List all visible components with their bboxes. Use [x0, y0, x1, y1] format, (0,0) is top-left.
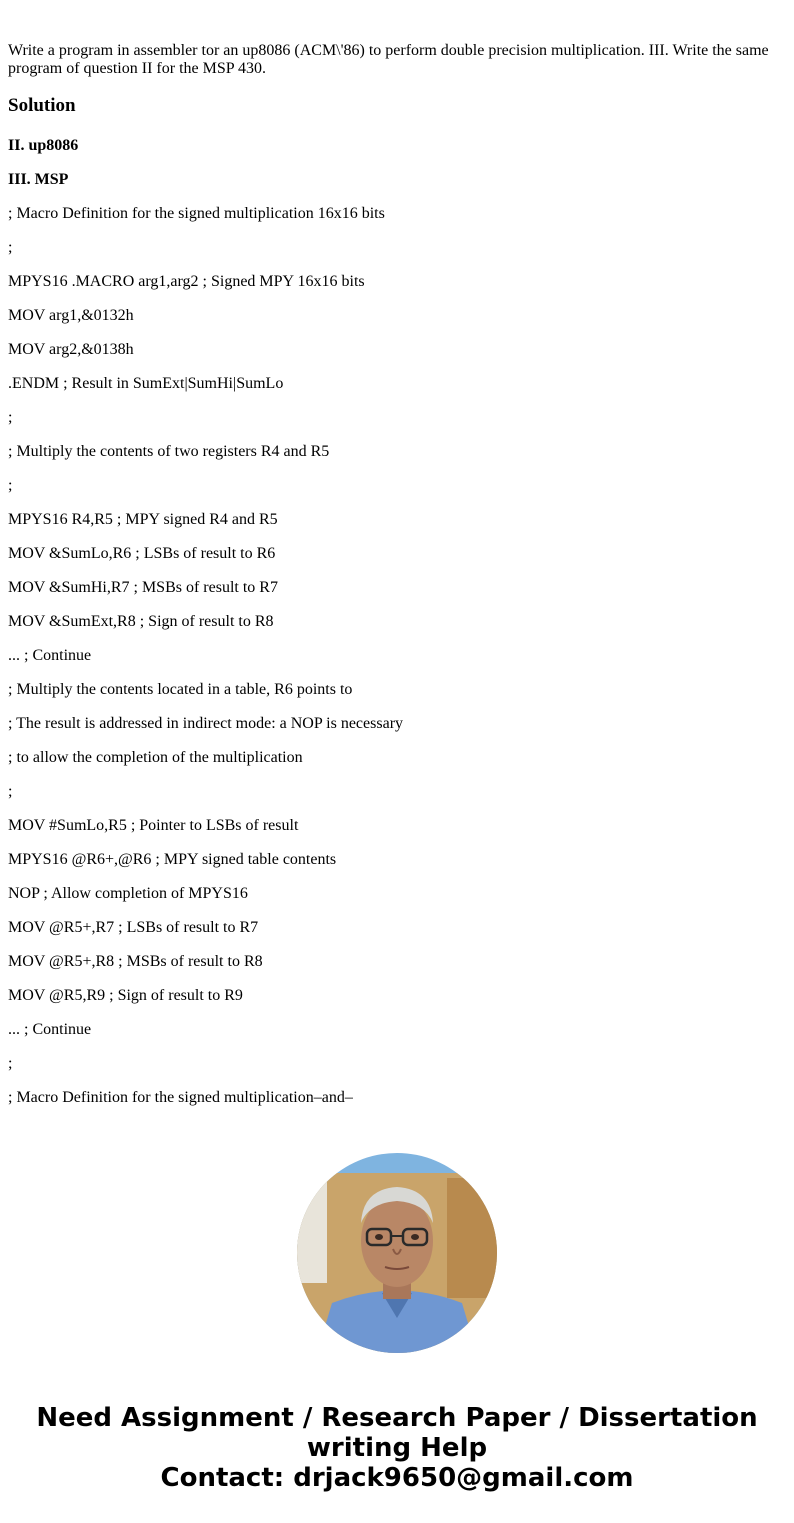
code-line: MOV &SumExt,R8 ; Sign of result to R8	[8, 613, 274, 630]
author-photo	[297, 1153, 497, 1353]
code-line: MOV #SumLo,R5 ; Pointer to LSBs of result	[8, 817, 299, 834]
code-line: MOV &SumHi,R7 ; MSBs of result to R7	[8, 579, 278, 596]
code-line: ;	[8, 239, 13, 256]
code-line: ; Macro Definition for the signed multiplication 16x16 bits	[8, 205, 385, 222]
code-line: MPYS16 @R6+,@R6 ; MPY signed table contents	[8, 851, 337, 868]
question-text: Write a program in assembler tor an up8086 (ACM\'86) to perform double precision multiplication. III. Write the same program of question II for the MSP 430.	[8, 42, 769, 77]
code-line: MOV &SumLo,R6 ; LSBs of result to R6	[8, 545, 276, 562]
code-line: ... ; Continue	[8, 1021, 92, 1038]
code-line: NOP ; Allow completion of MPYS16	[8, 885, 248, 902]
section-heading-up8086: II. up8086	[8, 137, 79, 154]
code-line: ; Macro Definition for the signed multiplication–and–	[8, 1089, 353, 1106]
code-line: ; Multiply the contents of two registers R4 and R5	[8, 443, 330, 460]
code-line: MOV @R5+,R7 ; LSBs of result to R7	[8, 919, 259, 936]
code-line: MOV arg1,&0132h	[8, 307, 134, 324]
code-line: ;	[8, 409, 13, 426]
code-line: ;	[8, 783, 13, 800]
code-line: MOV @R5+,R8 ; MSBs of result to R8	[8, 953, 263, 970]
code-line: MOV arg2,&0138h	[8, 341, 134, 358]
code-line: MPYS16 R4,R5 ; MPY signed R4 and R5	[8, 511, 278, 528]
code-line: ; to allow the completion of the multiplication	[8, 749, 303, 766]
footer-line-1: Need Assignment / Research Paper / Dissertation	[36, 1403, 758, 1433]
code-line: MOV @R5,R9 ; Sign of result to R9	[8, 987, 243, 1004]
author-portrait	[297, 1153, 497, 1353]
footer-contact: Contact: drjack9650@gmail.com	[160, 1463, 634, 1493]
code-line: MPYS16 .MACRO arg1,arg2 ; Signed MPY 16x16 bits	[8, 273, 365, 290]
code-line: ;	[8, 1055, 13, 1072]
document-body	[8, 0, 786, 78]
section-heading-msp: III. MSP	[8, 171, 69, 188]
code-line: .ENDM ; Result in SumExt|SumHi|SumLo	[8, 375, 284, 392]
promo-footer	[0, 1403, 794, 1493]
code-line: ; Multiply the contents located in a table, R6 points to	[8, 681, 353, 698]
code-line: ;	[8, 477, 13, 494]
code-line: ... ; Continue	[8, 647, 92, 664]
footer-line-2: writing Help	[306, 1433, 488, 1463]
solution-heading: Solution	[8, 95, 76, 116]
code-line: ; The result is addressed in indirect mode: a NOP is necessary	[8, 715, 404, 732]
